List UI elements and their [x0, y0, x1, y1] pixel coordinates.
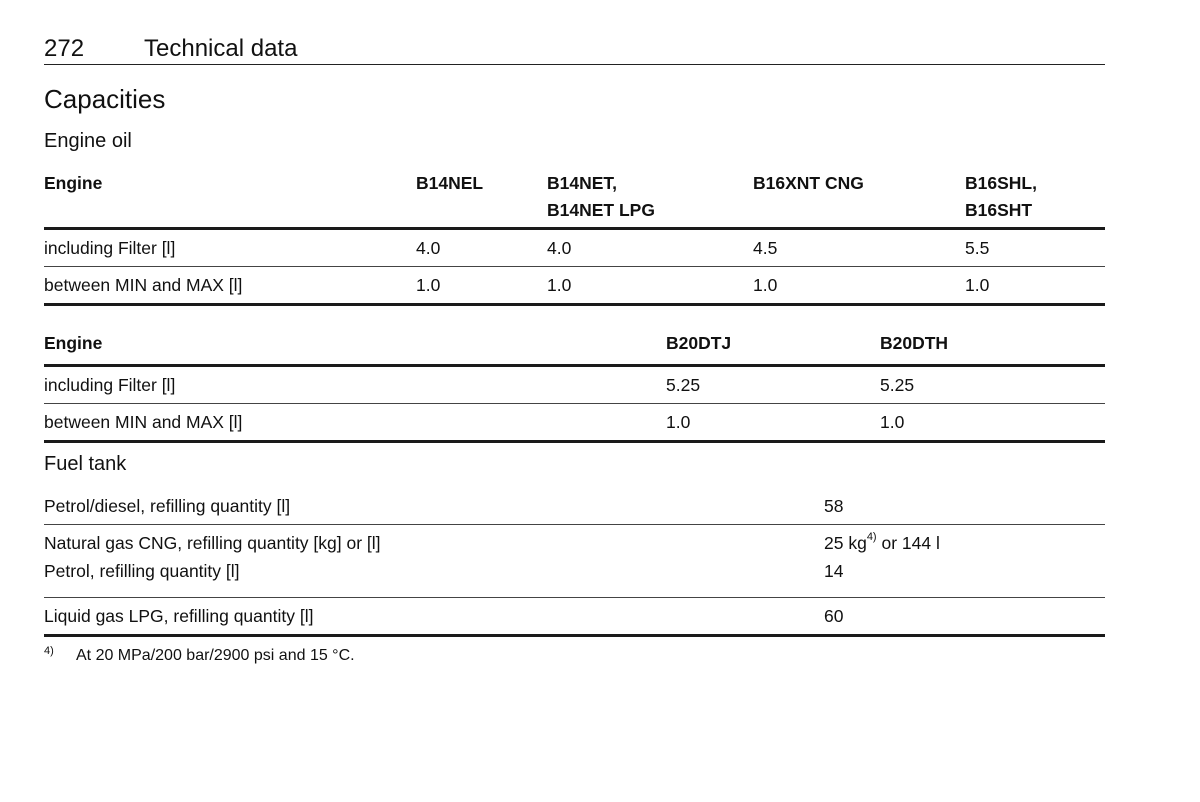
engine-oil-table-1 — [44, 170, 1105, 306]
petrol-value: 14 — [824, 561, 844, 581]
table-cell: 1.0 — [753, 267, 965, 305]
table-row — [44, 488, 1105, 525]
column-header: B20DTJ — [666, 326, 880, 366]
table-cell: 60 — [824, 598, 1105, 636]
fuel-tank-table — [44, 488, 1105, 637]
table-row — [44, 366, 1105, 404]
column-header: B20DTH — [880, 326, 1105, 366]
table-cell: 5.5 — [965, 229, 1105, 267]
table-cell: Petrol/diesel, refilling quantity [l] — [44, 488, 824, 525]
running-title: Technical data — [144, 35, 298, 62]
table-cell: 1.0 — [416, 267, 547, 305]
column-header: B14NEL — [416, 170, 547, 229]
engine-oil-heading: Engine oil — [44, 130, 132, 152]
column-header: B16XNT CNG — [753, 170, 965, 229]
cng-value: 25 $kg^{4)}$ or 144 l — [824, 531, 940, 553]
table-cell: between MIN and MAX [l] — [44, 267, 416, 305]
column-header: B14NET, B14NET LPG — [547, 170, 753, 229]
table-cell: including Filter [l] — [44, 366, 666, 404]
table-header-row — [44, 326, 1105, 366]
engine-oil-table-2 — [44, 326, 1105, 443]
table-cell — [824, 525, 1105, 598]
table-cell — [44, 525, 824, 598]
footnote-text: At 20 MPa/200 bar/2900 psi and 15 °C. — [76, 647, 355, 664]
column-header: Engine — [44, 170, 416, 229]
page-number: 272 — [44, 35, 85, 62]
table-cell: 5.25 — [666, 366, 880, 404]
cng-label: Natural gas CNG, refilling quantity [kg] or [l] — [44, 533, 381, 553]
table-cell: between MIN and MAX [l] — [44, 404, 666, 442]
table-row — [44, 267, 1105, 305]
section-title: Capacities — [44, 84, 166, 114]
table-cell: 1.0 — [880, 404, 1105, 442]
table-cell: 1.0 — [547, 267, 753, 305]
table-cell: 58 — [824, 488, 1105, 525]
page-header — [44, 34, 1105, 65]
table-cell: 1.0 — [965, 267, 1105, 305]
table-row — [44, 525, 1105, 598]
table-row — [44, 598, 1105, 636]
table-cell: Liquid gas LPG, refilling quantity [l] — [44, 598, 824, 636]
table-cell: 4.0 — [416, 229, 547, 267]
table-cell: including Filter [l] — [44, 229, 416, 267]
petrol-label: Petrol, refilling quantity [l] — [44, 561, 240, 581]
footnote: 4) At 20 MPa/200 bar/2900 psi and 15 °C. — [44, 644, 355, 664]
fuel-tank-heading: Fuel tank — [44, 453, 127, 475]
table-header-row — [44, 170, 1105, 229]
table-cell: 5.25 — [880, 366, 1105, 404]
footnote-ref: 4) — [866, 531, 877, 544]
table-cell: 4.0 — [547, 229, 753, 267]
column-header: B16SHL, B16SHT — [965, 170, 1105, 229]
table-row — [44, 229, 1105, 267]
table-cell: 4.5 — [753, 229, 965, 267]
table-row — [44, 404, 1105, 442]
table-cell: 1.0 — [666, 404, 880, 442]
column-header: Engine — [44, 326, 666, 366]
